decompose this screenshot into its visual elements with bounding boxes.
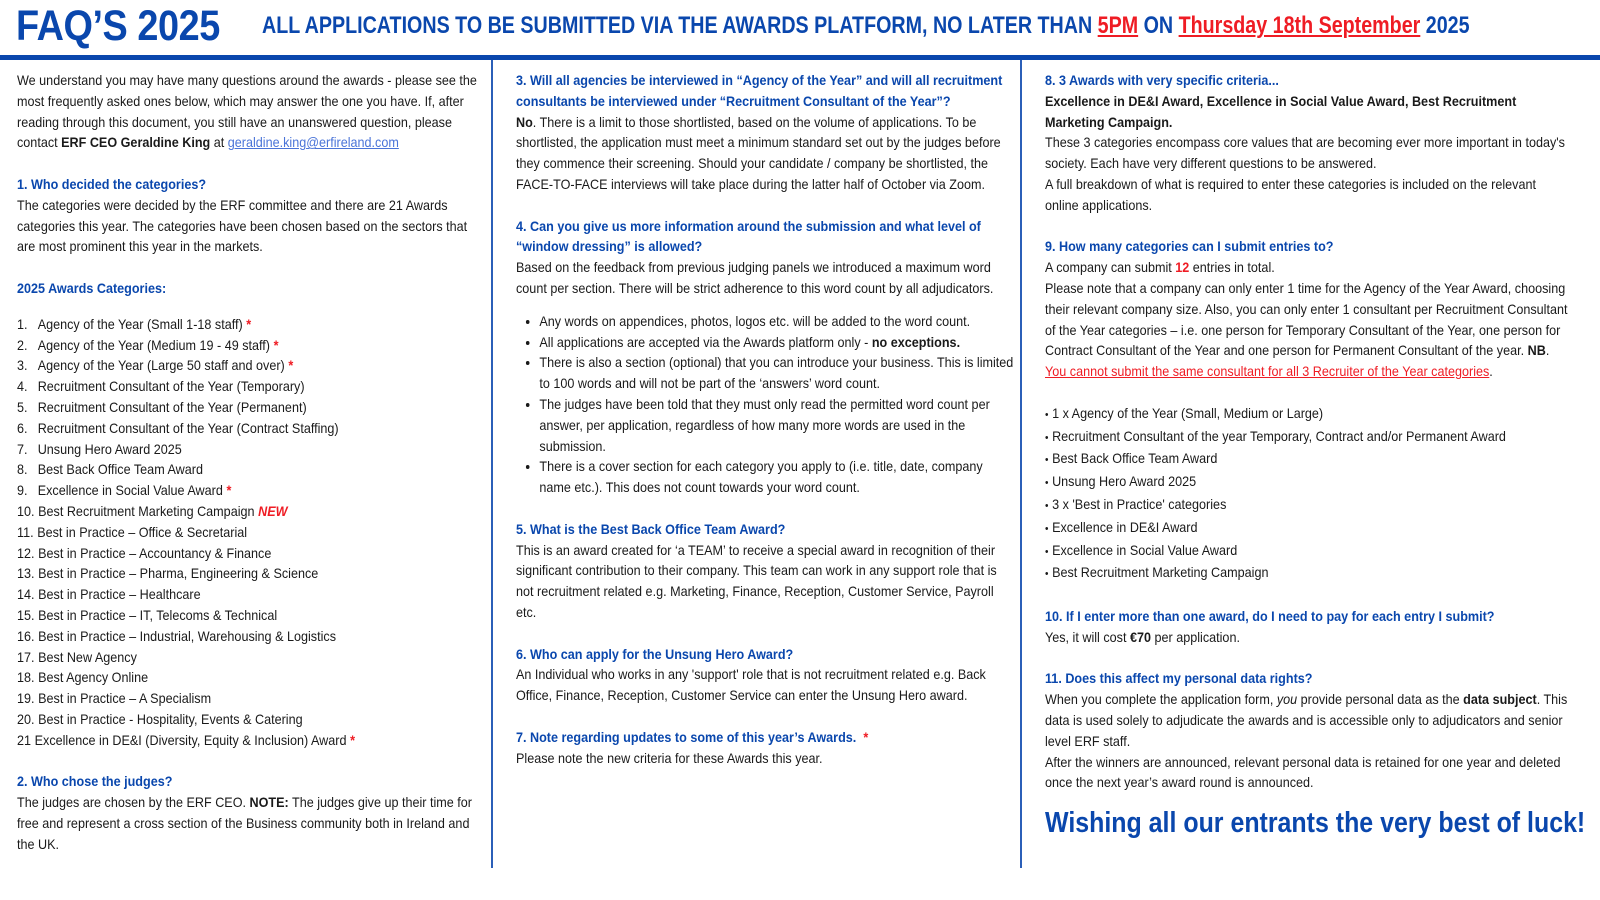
category-item <box>17 626 489 647</box>
category-item <box>17 584 489 605</box>
q11-you: you <box>1276 691 1298 708</box>
category-item <box>17 709 489 730</box>
category-number: 13. <box>17 565 35 582</box>
category-number: 12. <box>17 544 35 561</box>
faq-answer-5: This is an award created for ‘a TEAM’ to receive a special award in recognition of their significant contribution to their company. This team can work in any support role that is not recruitment related e.g. Marketing, Finance, Reception, Customer Service, Payroll etc. <box>516 541 997 620</box>
header <box>0 0 1600 56</box>
category-item <box>17 688 489 709</box>
allowed-entry-item: • 1 x Agency of the Year (Small, Medium or Large) <box>1045 403 1569 426</box>
category-number: 5. <box>17 398 28 415</box>
category-item <box>17 459 489 480</box>
header-divider <box>0 55 1600 60</box>
asterisk-icon: * <box>226 482 232 499</box>
q9-nb-sep: . <box>1545 342 1550 359</box>
category-number: 8. <box>17 461 28 478</box>
category-number: 6. <box>17 419 28 436</box>
category-item <box>17 439 489 460</box>
faq-answer-4: Based on the feedback from previous judging panels we introduced a maximum word count per section. There will be strict adherence to this word count by all adjudicators. <box>516 259 994 296</box>
category-label: Best in Practice – Accountancy & Finance <box>38 544 272 561</box>
submission-rules-list <box>516 311 1016 498</box>
faq-question-2: 2. Who chose the judges? <box>17 773 173 790</box>
category-label: Best in Practice – Industrial, Warehousing & Logistics <box>38 627 336 644</box>
contact-email-link[interactable]: geraldine.king@erfireland.com <box>227 134 399 151</box>
category-number: 3. <box>17 357 28 374</box>
deadline-banner <box>262 12 1470 40</box>
faq-question-5: 5. What is the Best Back Office Team Award? <box>516 520 786 537</box>
q7-text: 7. Note regarding updates to some of this year’s Awards. <box>516 728 857 745</box>
faq-question-9: 9. How many categories can I submit entries to? <box>1045 238 1334 255</box>
faq-answer-11b: After the winners are announced, relevant personal data is retained for one year and deleted once the next year’s award round is announced. <box>1045 753 1561 791</box>
q2-note-label: NOTE: <box>249 794 289 811</box>
category-number: 14. <box>17 586 35 603</box>
faq-answer-7: Please note the new criteria for these Awards this year. <box>516 749 823 766</box>
deadline-prefix: ALL APPLICATIONS TO BE SUBMITTED VIA THE AWARDS PLATFORM, NO LATER THAN <box>262 12 1098 39</box>
rule-item <box>539 332 1015 353</box>
category-item <box>17 480 489 501</box>
q9-end: . <box>1489 363 1493 380</box>
q8-award-names <box>1045 91 1569 133</box>
category-number: 20. <box>17 710 35 727</box>
entry-price: €70 <box>1129 628 1151 645</box>
category-item <box>17 543 489 564</box>
rule-text: All applications are accepted via the Awards platform only - <box>539 333 872 350</box>
q11-text-3: . This data is used solely to adjudicate the awards and is accessible only to adjudicators and senior level ERF staff. <box>1045 691 1568 749</box>
contact-name: ERF CEO Geraldine King <box>61 134 211 151</box>
asterisk-icon: * <box>350 731 355 748</box>
rule-item: • The judges have been told that they must only read the permitted word count per answer, per application, regardless of how many more words are used in the submission. <box>539 394 1015 456</box>
category-number: 21 <box>17 731 32 748</box>
category-number: 1. <box>17 315 28 332</box>
q9-text-b: entries in total. <box>1189 259 1275 276</box>
category-label: Recruitment Consultant of the Year (Contract Staffing) <box>37 419 339 436</box>
faq-question-8: 8. 3 Awards with very specific criteria... <box>1045 72 1279 88</box>
category-label: Recruitment Consultant of the Year (Permanent) <box>37 398 307 415</box>
category-item <box>17 501 489 522</box>
faq-question-1: 1. Who decided the categories? <box>17 175 207 192</box>
category-number: 4. <box>17 378 28 395</box>
intro-paragraph <box>17 70 489 153</box>
category-label: Best in Practice – Healthcare <box>38 586 201 603</box>
faq-answer-3 <box>516 112 1016 195</box>
faq-answer-6: An Individual who works in any 'support' role that is not recruitment related e.g. Back Office, Finance, Reception, Customer Service can enter the Unsung Hero award. <box>516 666 986 704</box>
category-number: 9. <box>17 482 28 499</box>
category-label: Agency of the Year (Small 1-18 staff) <box>37 315 243 332</box>
category-label: Best in Practice - Hospitality, Events & Catering <box>38 710 303 727</box>
faq-question-4: 4. Can you give us more information around the submission and what level of “window dressing” is allowed? <box>516 217 981 255</box>
allowed-entry-item: • 3 x 'Best in Practice' categories <box>1045 494 1569 517</box>
category-label: Best in Practice – A Specialism <box>38 690 212 707</box>
q9-text-a: A company can submit <box>1045 259 1176 276</box>
deadline-date: Thursday 18th September <box>1178 12 1421 39</box>
faq-question-7 <box>516 727 1016 748</box>
category-label: Agency of the Year (Medium 19 - 49 staff) <box>37 336 271 353</box>
category-item <box>17 397 489 418</box>
category-item <box>17 730 489 751</box>
q10-text-b: per application. <box>1150 628 1240 645</box>
category-label: Excellence in Social Value Award <box>37 482 223 499</box>
category-label: Best in Practice – IT, Telecoms & Technical <box>38 606 278 623</box>
q9-entry-limit <box>1045 257 1569 278</box>
category-label: Best Agency Online <box>38 669 149 686</box>
allowed-entry-item: • Excellence in DE&I Award <box>1045 517 1569 540</box>
category-label: Best Recruitment Marketing Campaign <box>38 502 255 519</box>
closing-message: Wishing all our entrants the very best of luck! <box>1045 807 1586 840</box>
category-item <box>17 647 489 668</box>
page-title: FAQ’S 2025 <box>16 2 220 50</box>
q9-text: Please note that a company can only enter 1 time for the Agency of the Year Award, choosing their relevant company size. Also, you can only enter 1 consultant per Recruitment Consultant of the Year categories – i.e. one person for Temporary Consultant of the Year, one person for Contract Consultant of the Year and one person for Permanent Consultant of the year. <box>1045 279 1568 359</box>
category-item <box>17 335 489 356</box>
q11-text-2: provide personal data as the <box>1297 691 1464 708</box>
intro-text: We understand you may have many questions around the awards - please see the most frequently asked ones below, which may answer the one you have. If, after reading through this document, you still have an unanswered question, please contact <box>17 72 477 151</box>
faq-question-3: 3. Will all agencies be interviewed in “Agency of the Year” and will all recruitment consultants be interviewed under “Recruitment Consultant of the Year”? <box>516 72 1003 109</box>
rule-emphasis: no exceptions. <box>871 333 961 350</box>
allowed-entry-item: • Excellence in Social Value Award <box>1045 540 1569 563</box>
category-label: Best in Practice – Office & Secretarial <box>37 523 248 540</box>
intro-at: at <box>210 134 228 151</box>
faq-question-6: 6. Who can apply for the Unsung Hero Award? <box>516 645 794 662</box>
deadline-on: ON <box>1138 12 1179 39</box>
category-item <box>17 563 489 584</box>
faq-answer-8a: These 3 categories encompass core values that are becoming ever more important in today's society. Each have very different questions to be answered. <box>1045 134 1565 172</box>
category-label: Best New Agency <box>38 648 137 665</box>
column-left <box>17 70 489 854</box>
asterisk-icon: * <box>273 336 279 353</box>
category-label: Recruitment Consultant of the Year (Temporary) <box>37 378 305 395</box>
category-item <box>17 522 489 543</box>
faq-answer-1: The categories were decided by the ERF committee and there are 21 Awards categories this year. The categories have been chosen based on the sectors that are most prominent this year in the markets. <box>17 196 468 255</box>
allowed-entry-item: • Unsung Hero Award 2025 <box>1045 471 1569 494</box>
category-item <box>17 418 489 439</box>
faq-question-11: 11. Does this affect my personal data rights? <box>1045 670 1313 687</box>
rule-item: • There is also a section (optional) that you can introduce your business. This is limited to 100 words and will not be part of the ‘answers’ word count. <box>539 352 1015 394</box>
category-number: 19. <box>17 690 35 707</box>
allowed-entry-item: • Best Recruitment Marketing Campaign <box>1045 562 1569 585</box>
column-divider-2 <box>1020 60 1022 868</box>
category-label: Excellence in DE&I (Diversity, Equity & Inclusion) Award <box>34 731 347 748</box>
category-number: 17. <box>17 648 35 665</box>
category-item <box>17 667 489 688</box>
q10-text-a: Yes, it will cost <box>1045 628 1130 645</box>
q2-text-b: The judges give up their time for free and represent a cross section of the Business community both in Ireland and the UK. <box>17 794 473 852</box>
allowed-entry-item: • Recruitment Consultant of the year Temporary, Contract and/or Permanent Award <box>1045 426 1569 449</box>
allowed-entries-list <box>1045 403 1569 585</box>
categories-list <box>17 314 489 751</box>
asterisk-icon: * <box>863 728 869 745</box>
asterisk-icon: * <box>288 357 294 374</box>
faq-question-10: 10. If I enter more than one award, do I need to pay for each entry I submit? <box>1045 607 1495 624</box>
categories-heading: 2025 Awards Categories: <box>17 279 167 296</box>
faq-answer-11 <box>1045 689 1569 751</box>
category-label: Best in Practice – Pharma, Engineering & Science <box>38 565 319 582</box>
category-number: 18. <box>17 669 35 686</box>
category-item <box>17 376 489 397</box>
new-badge: NEW <box>258 502 288 519</box>
category-number: 11. <box>17 523 34 540</box>
category-label: Best Back Office Team Award <box>37 461 203 478</box>
rule-item: • Any words on appendices, photos, logos etc. will be added to the word count. <box>539 311 1015 332</box>
rule-item: • There is a cover section for each category you apply to (i.e. title, date, company name etc.). This does not count towards your word count. <box>539 456 1015 498</box>
category-label: Unsung Hero Award 2025 <box>37 440 182 457</box>
q11-text-1: When you complete the application form, <box>1045 691 1277 708</box>
category-number: 7. <box>17 440 28 457</box>
category-number: 10. <box>17 502 35 519</box>
q2-text-a: The judges are chosen by the ERF CEO. <box>17 794 250 811</box>
column-divider-1 <box>491 60 493 868</box>
column-right <box>1045 70 1586 841</box>
q3-no: No <box>516 113 533 130</box>
deadline-year: 2025 <box>1420 12 1470 39</box>
category-number: 2. <box>17 336 28 353</box>
entry-count: 12 <box>1175 259 1190 276</box>
faq-answer-2 <box>17 792 489 854</box>
faq-answer-9 <box>1045 278 1569 382</box>
category-number: 16. <box>17 627 35 644</box>
faq-answer-8b: A full breakdown of what is required to enter these categories is included on the relevant online applications. <box>1045 175 1537 213</box>
category-number: 15. <box>17 606 35 623</box>
deadline-time: 5PM <box>1097 12 1139 39</box>
category-item <box>17 355 489 376</box>
allowed-entry-item: • Best Back Office Team Award <box>1045 448 1569 471</box>
q3-text: . There is a limit to those shortlisted, based on the volume of applications. To be shortlisted, the application must meet a minimum standard set out by the judges before they commence their screening. Should your candidate / company be shortlisted, the FACE-TO-FACE interviews will take place during the latter half of October via Zoom. <box>516 113 1001 192</box>
asterisk-icon: * <box>246 315 252 332</box>
q8-awards: Excellence in DE&I Award, Excellence in Social Value Award, Best Recruitment Marketing Campaign. <box>1045 92 1517 130</box>
faq-answer-10 <box>1045 627 1569 648</box>
category-item <box>17 605 489 626</box>
category-item <box>17 314 489 335</box>
q11-data-subject: data subject <box>1463 691 1537 708</box>
category-label: Agency of the Year (Large 50 staff and over) <box>37 357 285 374</box>
q9-nb: NB <box>1527 342 1546 359</box>
q9-warning: You cannot submit the same consultant for all 3 Recruiter of the Year categories <box>1045 363 1490 380</box>
column-middle <box>516 70 1016 768</box>
